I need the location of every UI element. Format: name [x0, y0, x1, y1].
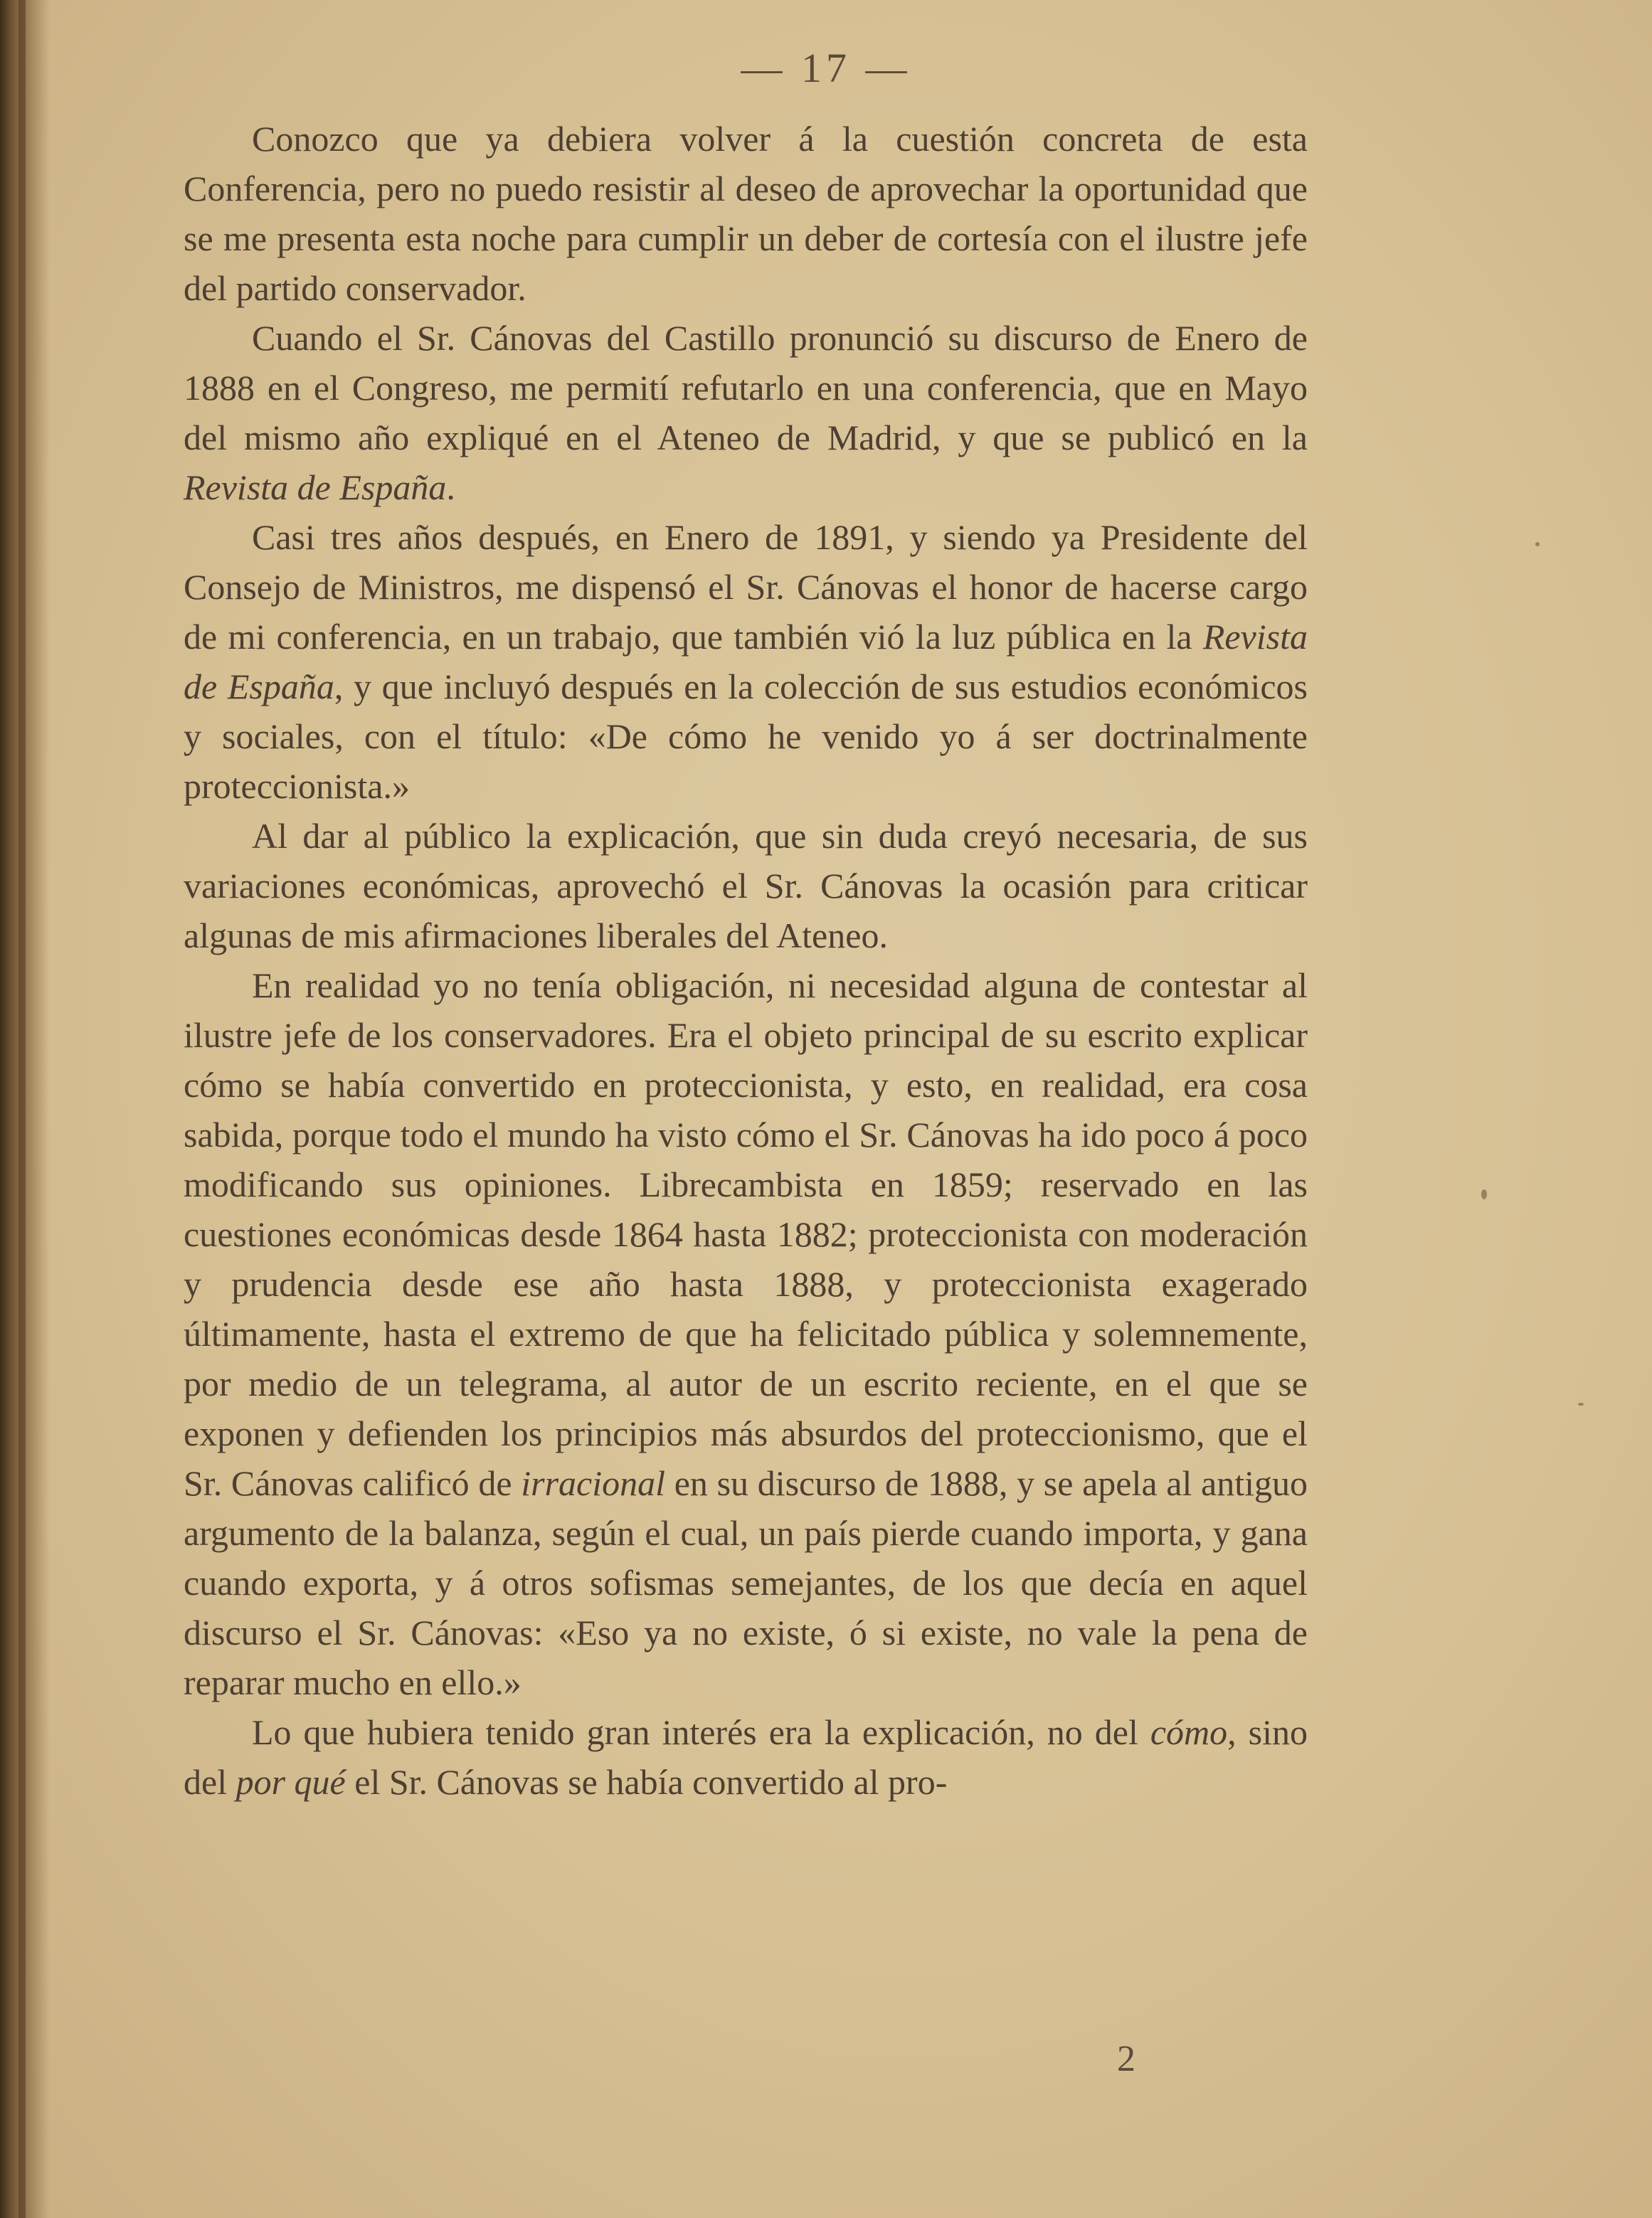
book-spine-edge — [18, 0, 26, 2218]
paper-speck — [1535, 542, 1540, 546]
body-text — [184, 114, 1308, 1807]
paragraph-2-end: . — [446, 467, 455, 507]
italic-phrase: por qué — [235, 1762, 346, 1802]
paragraph-5-text: En realidad yo no tenía obligación, ni necesidad alguna de contestar al ilustre jefe de los conservadores. Era el objeto principal de su escrito explicar cómo se había convertido en proteccionista, y esto, en realidad, era cosa sabida, porque todo el mundo ha visto cómo el Sr. Cánovas ha ido poco á poco modificando sus opiniones. Librecambista en 1859; reservado en las cuestiones económicas desde 1864 hasta 1882; proteccionista con moderación y prudencia desde ese año hasta 1888, y proteccionista exagerado últimamente, hasta el extremo de que ha felicitado pública y solemnemente, por medio de un telegrama, al autor de un escrito reciente, en el que se exponen y defienden los principios más absurdos del proteccionismo, que el Sr. Cánovas calificó de — [184, 965, 1308, 1503]
paragraph-6-middle: , sino del — [184, 1712, 1308, 1802]
paragraph-4: Al dar al público la explicación, que sin duda creyó necesaria, de sus variaciones económicas, aprovechó el Sr. Cánovas la ocasión para criticar algunas de mis afirmaciones liberales del Ateneo. — [184, 816, 1308, 955]
italic-word: irracional — [521, 1463, 666, 1503]
paragraph-2-text: Cuando el Sr. Cánovas del Castillo pronunció su discurso de Enero de 1888 en el Congreso, me permití refutarlo en una conferencia, que en Mayo del mismo año expliqué en el Ateneo de Madrid, y que se publicó en la — [184, 318, 1308, 457]
paragraph-3-end: , y que incluyó después en la colección de sus estudios económicos y sociales, con el título: «De cómo he venido yo á ser doctrinalmente proteccionista.» — [184, 667, 1308, 806]
paragraph-6-end: el Sr. Cánovas se había convertido al pro- — [345, 1762, 948, 1802]
paragraph-3 — [184, 512, 1308, 811]
page-number: — 17 — — [741, 45, 911, 91]
paragraph-6-text: Lo que hubiera tenido gran interés era la explicación, no del — [252, 1712, 1150, 1752]
signature-mark: 2 — [1117, 2039, 1135, 2079]
paragraph-1: Conozco que ya debiera volver á la cuestión concreta de esta Conferencia, pero no puedo resistir al deseo de aprovechar la oportunidad que se me presenta esta noche para cumplir un deber de cortesía con el ilustre jefe del partido conservador. — [184, 119, 1308, 308]
paragraph-3-text: Casi tres años después, en Enero de 1891, y siendo ya Presidente del Consejo de Ministros, me dispensó el Sr. Cánovas el honor de hacerse cargo de mi conferencia, en un trabajo, que también vió la luz pública en la — [184, 517, 1308, 657]
italic-word: cómo — [1150, 1712, 1228, 1752]
paper-speck — [1481, 1189, 1487, 1199]
paragraph-2 — [184, 313, 1308, 512]
paper-speck — [1578, 1403, 1584, 1406]
paragraph-6 — [184, 1707, 1308, 1807]
paragraph-5-end: en su discurso de 1888, y se apela al antiguo argumento de la balanza, según el cual, un país pierde cuando importa, y gana cuando exporta, y á otros sofismas semejantes, de los que decía en aquel discurso el Sr. Cánovas: «Eso ya no existe, ó si existe, no vale la pena de reparar mucho en ello.» — [184, 1463, 1308, 1702]
journal-title: Revista de España — [184, 467, 447, 507]
journal-title: Revista de España — [184, 617, 1308, 706]
paragraph-5 — [184, 960, 1308, 1707]
